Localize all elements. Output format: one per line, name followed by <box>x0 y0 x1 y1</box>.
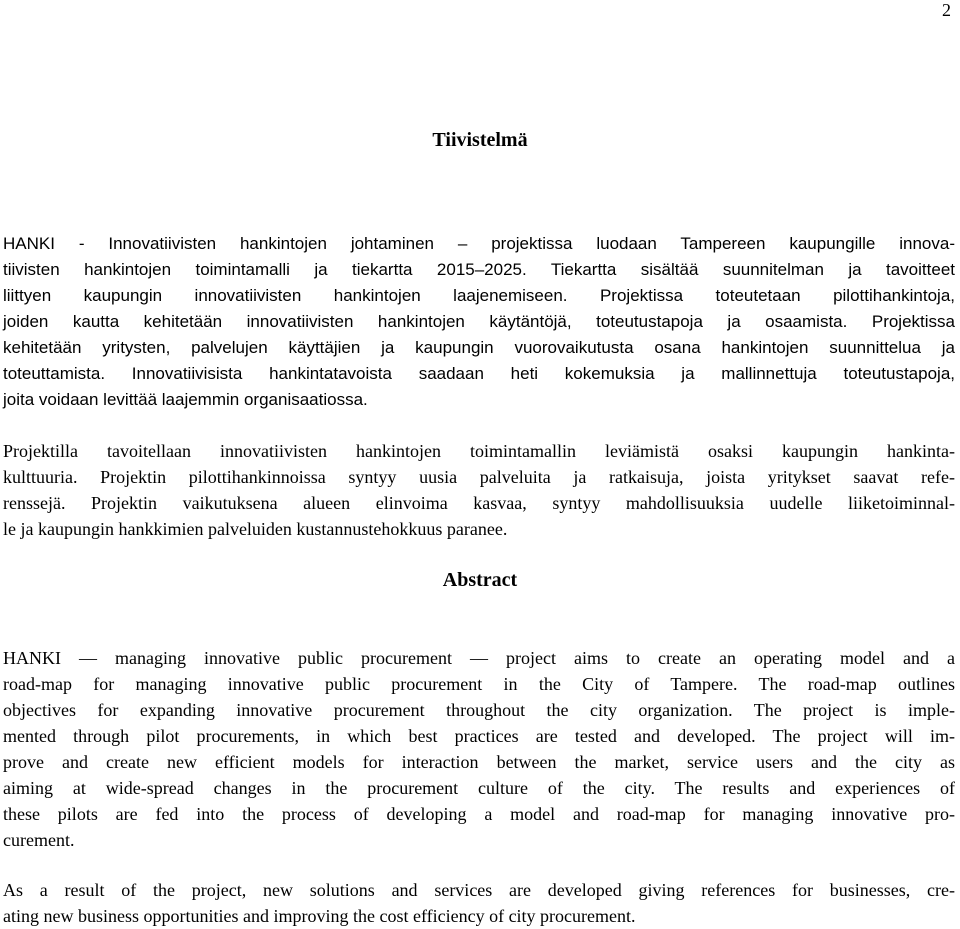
paragraph-line: prove and create new efficient models for interaction between the market, service users and the city as <box>3 752 955 772</box>
abstract-paragraph-1 <box>3 645 955 853</box>
paragraph-line: objectives for expanding innovative procurement throughout the city organization. The project is imple- <box>3 700 955 720</box>
paragraph-line: renssejä. Projektin vaikutuksena alueen elinvoima kasvaa, syntyy mahdollisuuksia uudelle liiketoiminnal- <box>3 493 955 513</box>
paragraph-line: kehitetään yritysten, palvelujen käyttäjien ja kaupungin vuorovaikutusta osana hankintojen suunnittelua ja <box>3 338 955 357</box>
paragraph-line: tiivisten hankintojen toimintamalli ja tiekartta 2015–2025. Tiekartta sisältää suunnitelman ja tavoitteet <box>3 260 955 279</box>
page-number: 2 <box>942 0 951 20</box>
paragraph-line: ating new business opportunities and improving the cost efficiency of city procurement. <box>3 906 636 926</box>
paragraph-line: curement. <box>3 830 75 850</box>
paragraph-line: le ja kaupungin hankkimien palveluiden kustannustehokkuus paranee. <box>3 519 508 539</box>
finnish-summary-paragraph-2 <box>3 438 955 542</box>
paragraph-line: HANKI — managing innovative public procurement — project aims to create an operating model and a <box>3 648 955 668</box>
paragraph-line: road-map for managing innovative public procurement in the City of Tampere. The road-map outlines <box>3 674 955 694</box>
paragraph-line: liittyen kaupungin innovatiivisten hankintojen laajenemiseen. Projektissa toteutetaan pilottihankintoja, <box>3 286 955 305</box>
paragraph-line: HANKI - Innovatiivisten hankintojen johtaminen – projektissa luodaan Tampereen kaupungille innova- <box>3 234 955 253</box>
finnish-summary-heading: Tiivistelmä <box>432 129 528 151</box>
paragraph-line: toteuttamista. Innovatiivisista hankintatavoista saadaan heti kokemuksia ja mallinnettuja toteutustapoja, <box>3 364 955 383</box>
paragraph-line: joita voidaan levittää laajemmin organisaatiossa. <box>3 390 368 409</box>
paragraph-line: aiming at wide-spread changes in the procurement culture of the city. The results and experiences of <box>3 778 955 798</box>
paragraph-line: As a result of the project, new solutions and services are developed giving references for businesses, cre- <box>3 880 955 900</box>
paragraph-line: these pilots are fed into the process of developing a model and road-map for managing innovative pro- <box>3 804 955 824</box>
abstract-heading: Abstract <box>442 569 518 591</box>
paragraph-line: joiden kautta kehitetään innovatiivisten hankintojen käytäntöjä, toteutustapoja ja osaamista. Projektissa <box>3 312 955 331</box>
paragraph-line: kulttuuria. Projektin pilottihankinnoissa syntyy uusia palveluita ja ratkaisuja, joista yritykset saavat refe- <box>3 467 955 487</box>
finnish-summary-paragraph-1 <box>3 231 955 413</box>
abstract-paragraph-2 <box>3 877 955 929</box>
paragraph-line: mented through pilot procurements, in which best practices are tested and developed. The project will im- <box>3 726 955 746</box>
paragraph-line: Projektilla tavoitellaan innovatiivisten hankintojen toimintamallin leviämistä osaksi kaupungin hankinta- <box>3 441 955 461</box>
